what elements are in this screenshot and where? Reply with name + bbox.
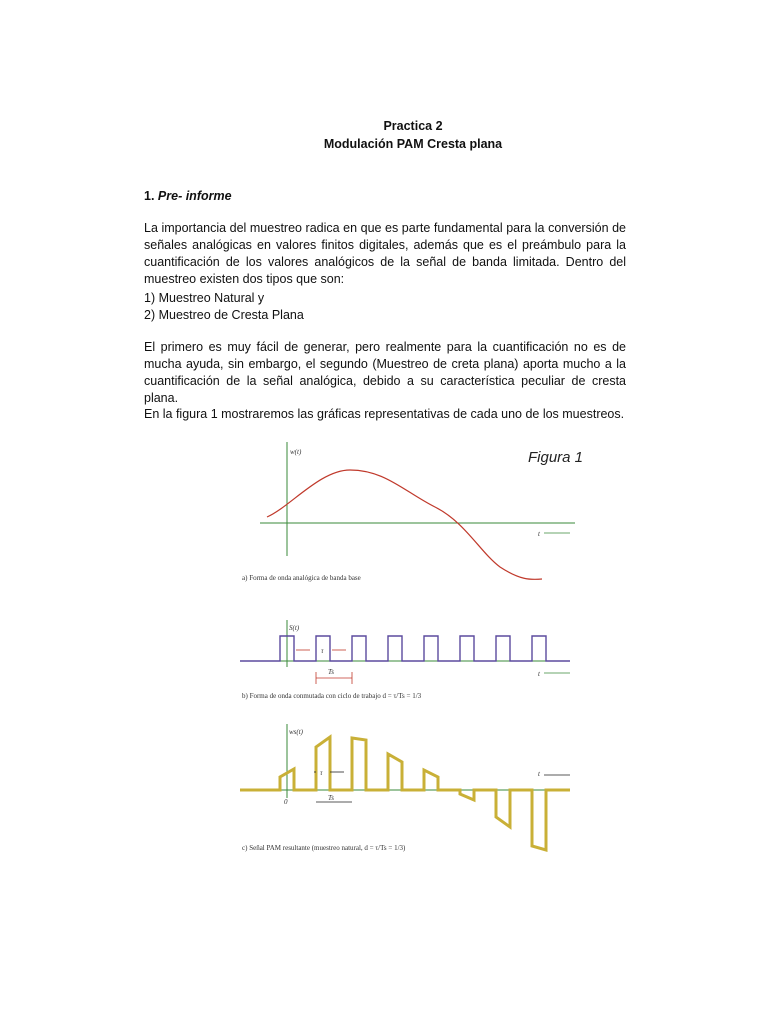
panel-c-ylabel: ws(t) [289,728,303,736]
section-title: Pre- informe [157,189,232,203]
paragraph-figure-intro: En la figura 1 mostraremos las gráficas representativas de cada uno de los muestreos. [144,407,625,421]
analog-waveform [267,470,542,579]
panel-b-ylabel: S(t) [289,624,300,632]
panel-c [240,724,570,852]
switching-waveform [240,636,570,661]
page-title-line2: Modulación PAM Cresta plana [323,137,503,151]
list-item: 1) Muestreo Natural y [144,291,265,305]
panel-b [240,620,570,700]
section-number: 1. [144,189,155,203]
panel-b-ts: Ts [328,668,334,676]
panel-b-tau: τ [321,647,324,655]
panel-c-tau: τ [320,769,323,777]
panel-c-ts: Ts [328,794,334,802]
paragraph-intro: La importancia del muestreo radica en que es parte fundamental para la conversión de señales analógicas en valores finitos digitales, además que es el preámbulo para la cuantificación de los valores analógicos de la señal de banda limitada. Dentro del muestreo existen dos tipos que son: [144,221,626,286]
figure-1 [230,432,590,862]
figure-title: Figura 1 [528,449,584,466]
panel-c-origin: 0 [284,798,288,806]
panel-c-xlabel: t [538,770,540,778]
panel-a-caption: a) Forma de onda analógica de banda base [242,574,361,582]
panel-a [242,442,575,582]
panel-b-xlabel: t [538,670,540,678]
panel-c-caption: c) Señal PAM resultante (muestreo natural, d = τ/Ts = 1/3) [242,844,406,852]
page-title-line1: Practica 2 [383,119,443,133]
panel-b-caption: b) Forma de onda conmutada con ciclo de trabajo d = τ/Ts = 1/3 [242,692,422,700]
list-item: 2) Muestreo de Cresta Plana [144,308,304,322]
panel-a-ylabel: w(t) [290,448,302,456]
pam-waveform [240,737,570,850]
section-heading [144,189,232,203]
paragraph-comparison: El primero es muy fácil de generar, pero realmente para la cuantificación no es de mucha ayuda, sin embargo, el segundo (Muestreo de creta plana) aporta mucho a la cuantificación de la señal analógica, debido a su característica peculiar de cresta plana. [144,340,626,405]
panel-a-xlabel: t [538,530,540,538]
